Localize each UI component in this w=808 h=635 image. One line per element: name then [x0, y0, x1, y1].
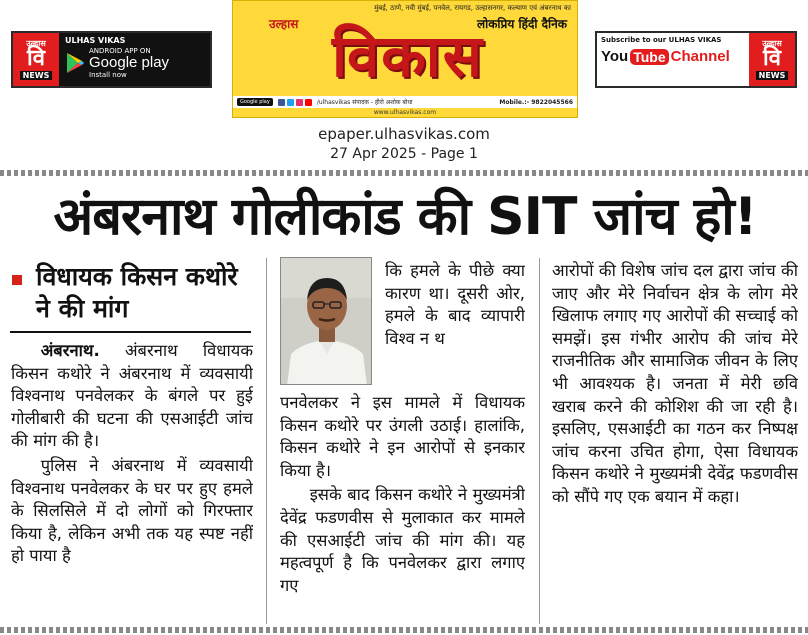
masthead-brand-small: उल्हास [269, 17, 299, 31]
article-subhead: विधायक किसन कथोरे ने की मांग [36, 262, 238, 323]
youtube-channel-logo [601, 48, 745, 65]
col2-paragraph-2: इसके बाद किसन कथोरे ने मुख्यमंत्री देवेंद्र फडणवीस से मुलाकात कर मामले की एसआईटी जांच की मांग की। यह महत्वपूर्ण है कि पनवेलकर द्वारा लगाए गए [280, 485, 525, 595]
google-play-label: Google play [89, 54, 170, 71]
twitter-icon[interactable] [287, 99, 294, 106]
col1-paragraph-1: अंबरनाथ विधायक किसन कथोरे ने अंबरनाथ में व्यवसायी विश्वनाथ पनवेलकर के बंगले पर हुई गोलीबारी की घटना की एसआईटी जांच की मांग की है। [11, 341, 253, 451]
ulhas-vikas-news-logo [13, 33, 59, 86]
article-column-2-top: कि हमले के पीछे क्या कारण था। दूसरी ओर, हमले के बाद व्यापारी विश्व न थ [385, 261, 525, 348]
youtube-channel-text: Channel [670, 48, 730, 65]
youtube-icon[interactable] [305, 99, 312, 106]
logo-big-text: वि [27, 46, 45, 71]
yt-promo-text [597, 33, 749, 86]
article-top-border [0, 170, 808, 176]
epaper-site: epaper.ulhasvikas.com [318, 125, 490, 143]
youtube-tube-text: Tube [630, 49, 668, 65]
column-divider-2 [539, 258, 540, 624]
article-bottom-border [0, 627, 808, 633]
logo-small-text-right: उल्हास [762, 39, 782, 48]
logo-news-text: NEWS [20, 71, 53, 80]
masthead-tagline: लोकप्रिय हिंदी दैनिक [476, 17, 567, 31]
col2-paragraph-1: पनवेलकर ने इस मामले में विधायक किसन कथोरे पर उंगली उठाई। हालांकि, किसन कथोरे ने इन आरोपों से इनकार किया है। [280, 393, 525, 480]
article-column-1 [11, 340, 253, 624]
youtube-channel-promo[interactable] [595, 31, 797, 88]
masthead-mobile: Mobile.:- 9822045566 [499, 98, 573, 106]
google-play-icon [65, 52, 85, 74]
subhead-bullet [12, 275, 22, 285]
masthead-info-strip [233, 96, 577, 108]
mla-portrait-photo [280, 257, 372, 385]
mini-google-play-badge[interactable]: Google play [237, 98, 273, 106]
article-dateline: अंबरनाथ. [40, 341, 100, 360]
logo-big-text-right: वि [763, 46, 781, 71]
logo-small-text: उल्हास [26, 39, 46, 48]
android-app-promo[interactable] [11, 31, 212, 88]
app-brand: ULHAS VIKAS [65, 36, 126, 45]
instagram-icon[interactable] [296, 99, 303, 106]
logo-news-text-right: NEWS [756, 71, 789, 80]
masthead-cities: मुंबई, ठाणे, नवी मुंबई, पनवेल, रायगड, उल्हासनगर, कल्याण एवं अंबरनाथ का [374, 4, 571, 12]
article-column-3: आरोपों की विशेष जांच दल द्वारा जांच की जाए और मेरे निर्वाचन क्षेत्र के लोग मेरे खिलाफ लगाए गए आरोपों की सच्चाई को समझें। इस गंभीर आरोप की जांच मेरे राजनीतिक और सामाजिक जीवन के लिए भी आवश्यक है। जनता में मेरी छवि खराब करने की कोशिश की जा रही है। इसलिए, एसआईटी का गठन कर निष्पक्ष जांच करना उचित होगा, ऐसा विधायक किसन कथोरे ने मुख्यमंत्री देवेंद्र फडणवीस को सौंपे गए एक बयान में कहा। [552, 261, 798, 506]
youtube-you-text: You [601, 48, 629, 65]
portrait-image [281, 258, 372, 385]
col1-paragraph-2: पुलिस ने अंबरनाथ में व्यवसायी विश्वनाथ पनवेलकर के घर पर हुए हमले के सिलसिले में दो लोगों को गिरफ्तार किया है, लेकिन अभी तक यह स्पष्ट नहीं हो पाया है [11, 455, 253, 566]
android-app-on-label: ANDROID APP ON [89, 47, 151, 55]
facebook-icon[interactable] [278, 99, 285, 106]
article-headline: अंबरनाथ गोलीकांड की SIT जांच हो! [53, 187, 757, 247]
newspaper-masthead [232, 0, 578, 118]
ulhas-vikas-news-logo-right [749, 33, 795, 86]
masthead-website[interactable]: www.ulhasvikas.com [373, 109, 437, 116]
google-play-badge[interactable] [65, 47, 204, 79]
subhead-rule [10, 331, 251, 333]
column-divider-1 [266, 258, 267, 624]
article-column-2 [280, 392, 525, 624]
edition-date-page: 27 Apr 2025 - Page 1 [330, 146, 478, 162]
subscribe-label: Subscribe to our ULHAS VIKAS [601, 36, 722, 44]
app-promo-text [59, 33, 210, 86]
masthead-title: विकास [331, 22, 485, 90]
install-now-label: Install now [89, 71, 127, 79]
social-icons [278, 99, 312, 106]
masthead-editor-text: /ulhasvikas संपादक - हीरो अशोक बोधा [316, 99, 413, 106]
